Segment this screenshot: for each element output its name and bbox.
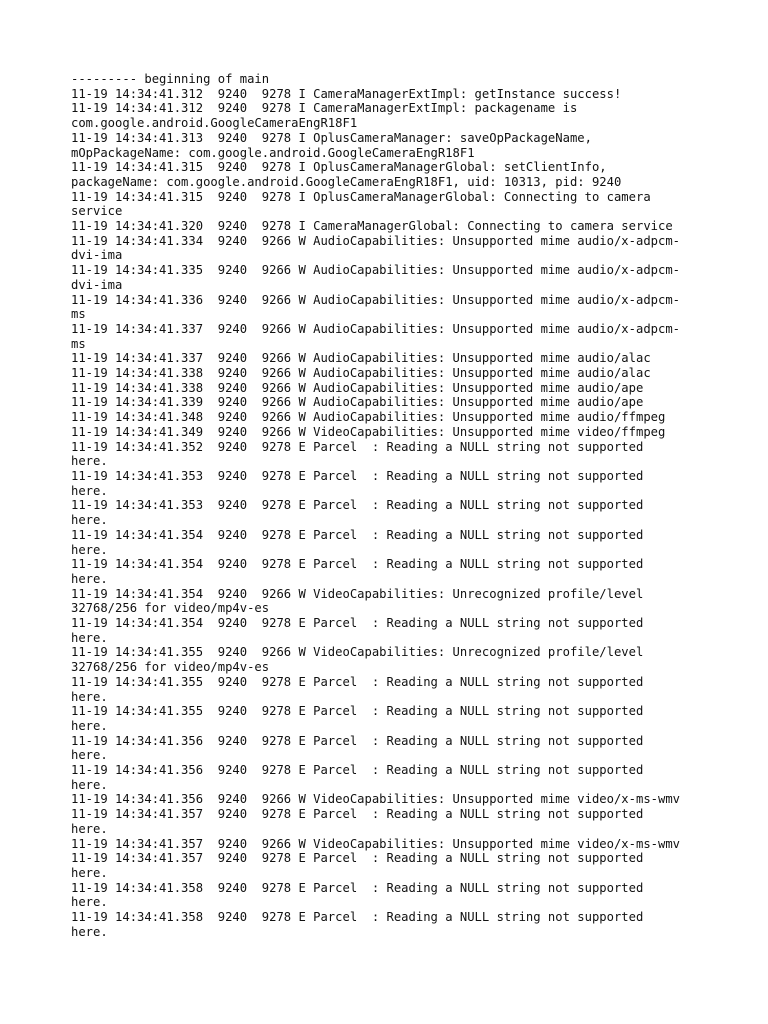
log-line: 11-19 14:34:41.357 9240 9266 W VideoCapabilities: Unsupported mime video/x-ms-wmv — [71, 836, 681, 851]
log-line: here. — [71, 454, 108, 469]
log-line: 11-19 14:34:41.337 9240 9266 W AudioCapabilities: Unsupported mime audio/x-adpcm- — [71, 321, 681, 336]
log-line: 11-19 14:34:41.357 9240 9278 E Parcel : Reading a NULL string not supported — [71, 807, 644, 822]
log-line: dvi-ima — [71, 277, 123, 292]
log-line: --------- beginning of main — [71, 72, 270, 86]
log-line: here. — [71, 513, 108, 528]
log-line: 11-19 14:34:41.315 9240 9278 I OplusCameraManagerGlobal: setClientInfo, — [71, 160, 607, 175]
log-line: 11-19 14:34:41.349 9240 9266 W VideoCapabilities: Unsupported mime video/ffmpeg — [71, 424, 666, 439]
log-line: 11-19 14:34:41.354 9240 9278 E Parcel : Reading a NULL string not supported — [71, 616, 644, 631]
log-line: dvi-ima — [71, 248, 123, 263]
log-line: 11-19 14:34:41.356 9240 9278 E Parcel : Reading a NULL string not supported — [71, 733, 644, 748]
log-line: 11-19 14:34:41.356 9240 9278 E Parcel : Reading a NULL string not supported — [71, 763, 644, 778]
log-line: packageName: com.google.android.GoogleCameraEngR18F1, uid: 10313, pid: 9240 — [71, 174, 622, 189]
log-text-block — [71, 72, 711, 939]
log-line: 11-19 14:34:41.320 9240 9278 I CameraManagerGlobal: Connecting to camera service — [71, 219, 673, 234]
log-line: 11-19 14:34:41.313 9240 9278 I OplusCameraManager: saveOpPackageName, — [71, 130, 592, 145]
log-line: mOpPackageName: com.google.android.GoogleCameraEngR18F1 — [71, 145, 475, 160]
log-line: here. — [71, 542, 108, 557]
log-line: 11-19 14:34:41.338 9240 9266 W AudioCapabilities: Unsupported mime audio/ape — [71, 380, 644, 395]
log-line: service — [71, 204, 123, 219]
log-line: 11-19 14:34:41.335 9240 9266 W AudioCapabilities: Unsupported mime audio/x-adpcm- — [71, 263, 681, 278]
log-line: 11-19 14:34:41.339 9240 9266 W AudioCapabilities: Unsupported mime audio/ape — [71, 395, 644, 410]
log-line: ms — [71, 307, 86, 322]
log-line: 11-19 14:34:41.354 9240 9278 E Parcel : Reading a NULL string not supported — [71, 557, 644, 572]
log-line: 11-19 14:34:41.355 9240 9266 W VideoCapabilities: Unrecognized profile/level — [71, 645, 644, 660]
log-line: here. — [71, 821, 108, 836]
log-line: 11-19 14:34:41.355 9240 9278 E Parcel : Reading a NULL string not supported — [71, 704, 644, 719]
log-line: 11-19 14:34:41.312 9240 9278 I CameraManagerExtImpl: packagename is — [71, 101, 578, 116]
log-line: 11-19 14:34:41.338 9240 9266 W AudioCapabilities: Unsupported mime audio/alac — [71, 366, 651, 381]
log-line: here. — [71, 630, 108, 645]
log-line: com.google.android.GoogleCameraEngR18F1 — [71, 116, 358, 131]
log-line: 11-19 14:34:41.355 9240 9278 E Parcel : Reading a NULL string not supported — [71, 674, 644, 689]
log-line: here. — [71, 689, 108, 704]
log-line: 11-19 14:34:41.336 9240 9266 W AudioCapabilities: Unsupported mime audio/x-adpcm- — [71, 292, 681, 307]
log-line: 11-19 14:34:41.357 9240 9278 E Parcel : Reading a NULL string not supported — [71, 851, 644, 866]
log-line: 11-19 14:34:41.352 9240 9278 E Parcel : Reading a NULL string not supported — [71, 439, 644, 454]
log-line: 11-19 14:34:41.334 9240 9266 W AudioCapabilities: Unsupported mime audio/x-adpcm- — [71, 233, 681, 248]
log-line: here. — [71, 865, 108, 880]
log-line: 11-19 14:34:41.356 9240 9266 W VideoCapabilities: Unsupported mime video/x-ms-wmv — [71, 792, 681, 807]
log-line: here. — [71, 748, 108, 763]
log-line: 11-19 14:34:41.358 9240 9278 E Parcel : Reading a NULL string not supported — [71, 910, 644, 925]
log-line: here. — [71, 718, 108, 733]
log-line: 11-19 14:34:41.353 9240 9278 E Parcel : Reading a NULL string not supported — [71, 498, 644, 513]
log-line: 11-19 14:34:41.358 9240 9278 E Parcel : Reading a NULL string not supported — [71, 880, 644, 895]
log-line: 11-19 14:34:41.315 9240 9278 I OplusCameraManagerGlobal: Connecting to camera — [71, 189, 651, 204]
log-line: 11-19 14:34:41.353 9240 9278 E Parcel : Reading a NULL string not supported — [71, 468, 644, 483]
log-line: 11-19 14:34:41.348 9240 9266 W AudioCapabilities: Unsupported mime audio/ffmpeg — [71, 410, 666, 425]
log-line: ms — [71, 336, 86, 351]
log-line: here. — [71, 777, 108, 792]
log-line: 32768/256 for video/mp4v-es — [71, 660, 270, 675]
log-line: 11-19 14:34:41.354 9240 9278 E Parcel : Reading a NULL string not supported — [71, 527, 644, 542]
log-line: here. — [71, 483, 108, 498]
log-line: 11-19 14:34:41.337 9240 9266 W AudioCapabilities: Unsupported mime audio/alac — [71, 351, 651, 366]
log-line: here. — [71, 924, 108, 939]
log-line: 11-19 14:34:41.312 9240 9278 I CameraManagerExtImpl: getInstance success! — [71, 86, 622, 101]
log-line: 11-19 14:34:41.354 9240 9266 W VideoCapabilities: Unrecognized profile/level — [71, 586, 644, 601]
log-line: here. — [71, 571, 108, 586]
log-document — [71, 72, 711, 939]
log-line: here. — [71, 895, 108, 910]
log-line: 32768/256 for video/mp4v-es — [71, 601, 270, 616]
